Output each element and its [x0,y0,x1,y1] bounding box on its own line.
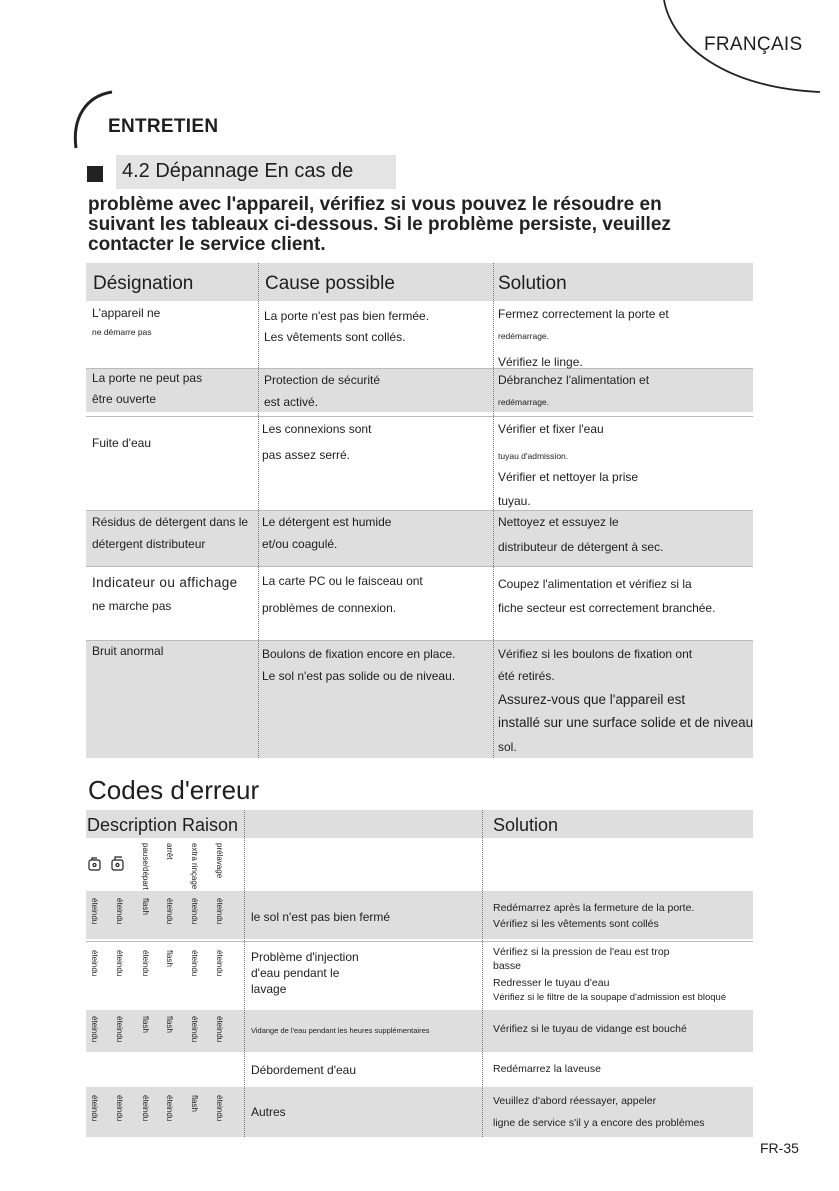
solution-text: Vérifier et nettoyer la prise [498,470,639,484]
cause-text: est activé. [264,395,319,409]
indicator-state: éteindu [215,898,224,925]
cause-text: Protection de sécurité [264,373,381,387]
solution-text: redémarrage. [498,331,550,341]
lock-indicator-icons [88,856,130,874]
reason-text: Problème d'injection [251,950,359,964]
column-separator [493,263,494,758]
indicator-state: éteindu [141,1095,150,1122]
reason-text: le sol n'est pas bien fermé [251,910,391,924]
solution-text: tuyau. [498,494,531,508]
column-separator [258,263,259,758]
solution-text: Débranchez l'alimentation et [498,373,650,387]
solution-text: Redresser le tuyau d'eau [493,977,610,989]
reason-text: Autres [251,1105,286,1119]
row-divider [86,510,753,511]
reason-text: Vidange de l'eau pendant les heures supplémentaires [251,1026,430,1035]
indicator-label: prélavage [215,843,224,879]
designation-text: Fuite d'eau [92,436,151,450]
designation-text: La porte ne peut pas [92,371,203,385]
solution-text: été retirés. [498,669,555,683]
solution-text: Redémarrez après la fermeture de la porte. [493,902,695,914]
reason-text: d'eau pendant le [251,966,340,980]
heading-square-icon [87,166,103,182]
solution-text: Vérifiez si les vêtements sont collés [493,918,659,930]
lock-icon [89,858,100,870]
solution-text: Vérifier et fixer l'eau [498,422,604,436]
solution-text: distributeur de détergent à sec. [498,540,664,554]
designation-text: L'appareil ne [92,306,161,320]
column-separator [244,810,245,1137]
cause-text: Boulons de fixation encore en place. [262,647,456,661]
row-divider [86,640,753,641]
indicator-state: éteindu [90,898,99,925]
designation-text: ne marche pas [92,599,172,613]
solution-text: Nettoyez et essuyez le [498,515,619,529]
column-header: Solution [493,815,559,835]
error-codes-title: Codes d'erreur [88,775,260,805]
page-number: FR-35 [760,1140,799,1156]
column-header: Solution [498,273,567,294]
solution-text: Assurez-vous que l'appareil est [498,692,686,707]
solution-text: Fermez correctement la porte et [498,307,669,321]
designation-text: Indicateur ou affichage [92,575,238,590]
unlock-icon [112,857,123,870]
cause-text: Les connexions sont [262,422,372,436]
indicator-state: éteindu [190,1016,199,1043]
solution-text: ligne de service s'il y a encore des problèmes [493,1117,705,1129]
cause-text: La porte n'est pas bien fermée. [264,309,430,323]
indicator-state: flash [165,1016,174,1033]
indicator-state: éteindu [115,898,124,925]
cause-text: La carte PC ou le faisceau ont [262,574,423,588]
solution-text: Coupez l'alimentation et vérifiez si la [498,577,692,591]
row-divider [86,368,753,369]
designation-text: Bruit anormal [92,644,164,658]
page-heading: 4.2 Dépannage En cas de [122,160,354,182]
section-arc [75,92,112,148]
indicator-state: flash [190,1095,199,1112]
indicator-label: extra rinçage [190,843,199,890]
designation-text: Résidus de détergent dans le [92,515,249,529]
cause-text: Le détergent est humide [262,515,392,529]
intro-line: problème avec l'appareil, vérifiez si vous pouvez le résoudre en [88,194,662,215]
indicator-state: flash [165,950,174,967]
language-label: FRANÇAIS [704,34,803,55]
reason-text: lavage [251,982,287,996]
solution-text: Vérifiez si la pression de l'eau est trop [493,946,670,958]
solution-text: Vérifiez si les boulons de fixation ont [498,647,693,661]
solution-text: sol. [498,740,517,754]
codes-row-band [86,891,753,939]
solution-text: installé sur une surface solide et de niveau [498,715,754,730]
indicator-state: éteindu [165,1095,174,1122]
solution-text: tuyau d'admission. [498,451,569,461]
indicator-state: éteindu [141,950,150,977]
intro-line: contacter le service client. [88,234,326,255]
indicator-state: éteindu [215,950,224,977]
intro-line: suivant les tableaux ci-dessous. Si le problème persiste, veuillez [88,214,671,235]
solution-text: redémarrage. [498,397,550,407]
solution-text: basse [493,960,522,972]
reason-text: Débordement d'eau [251,1063,357,1077]
indicator-state: éteindu [90,1016,99,1043]
indicator-state: éteindu [115,950,124,977]
cause-text: et/ou coagulé. [262,537,338,551]
indicator-state: flash [141,898,150,915]
indicator-state: éteindu [190,898,199,925]
indicator-state: éteindu [215,1095,224,1122]
intro-paragraph [88,195,738,255]
row-divider [86,566,753,567]
solution-text: Vérifiez si le tuyau de vidange est bouché [493,1023,687,1035]
column-header: Description Raison [87,815,239,835]
indicator-state: flash [141,1016,150,1033]
designation-text: être ouverte [92,392,157,406]
cause-text: Le sol n'est pas solide ou de niveau. [262,669,456,683]
indicator-state: éteindu [90,950,99,977]
indicator-state: éteindu [190,950,199,977]
solution-text: fiche secteur est correctement branchée. [498,601,716,615]
indicator-state: éteindu [90,1095,99,1122]
designation-text: détergent distributeur [92,537,206,551]
solution-text: Veuillez d'abord réessayer, appeler [493,1095,657,1107]
section-title: ENTRETIEN [108,116,219,137]
row-divider [86,941,753,942]
indicator-label: arrêt [165,843,174,860]
solution-text: Redémarrez la laveuse [493,1063,601,1075]
solution-text: Vérifiez si le filtre de la soupape d'admission est bloqué [493,992,727,1003]
indicator-state: éteindu [115,1095,124,1122]
solution-text: Vérifiez le linge. [498,355,583,369]
cause-text: Les vêtements sont collés. [264,330,406,344]
indicator-state: éteindu [165,898,174,925]
cause-text: pas assez serré. [262,448,351,462]
cause-text: problèmes de connexion. [262,601,397,615]
indicator-label: pause/départ [141,843,150,890]
indicator-state: éteindu [115,1016,124,1043]
row-divider [86,416,753,417]
column-header: Cause possible [265,273,395,294]
indicator-state: éteindu [215,1016,224,1043]
column-header: Désignation [93,273,194,294]
designation-text: ne démarre pas [92,327,152,337]
column-separator [482,810,483,1137]
